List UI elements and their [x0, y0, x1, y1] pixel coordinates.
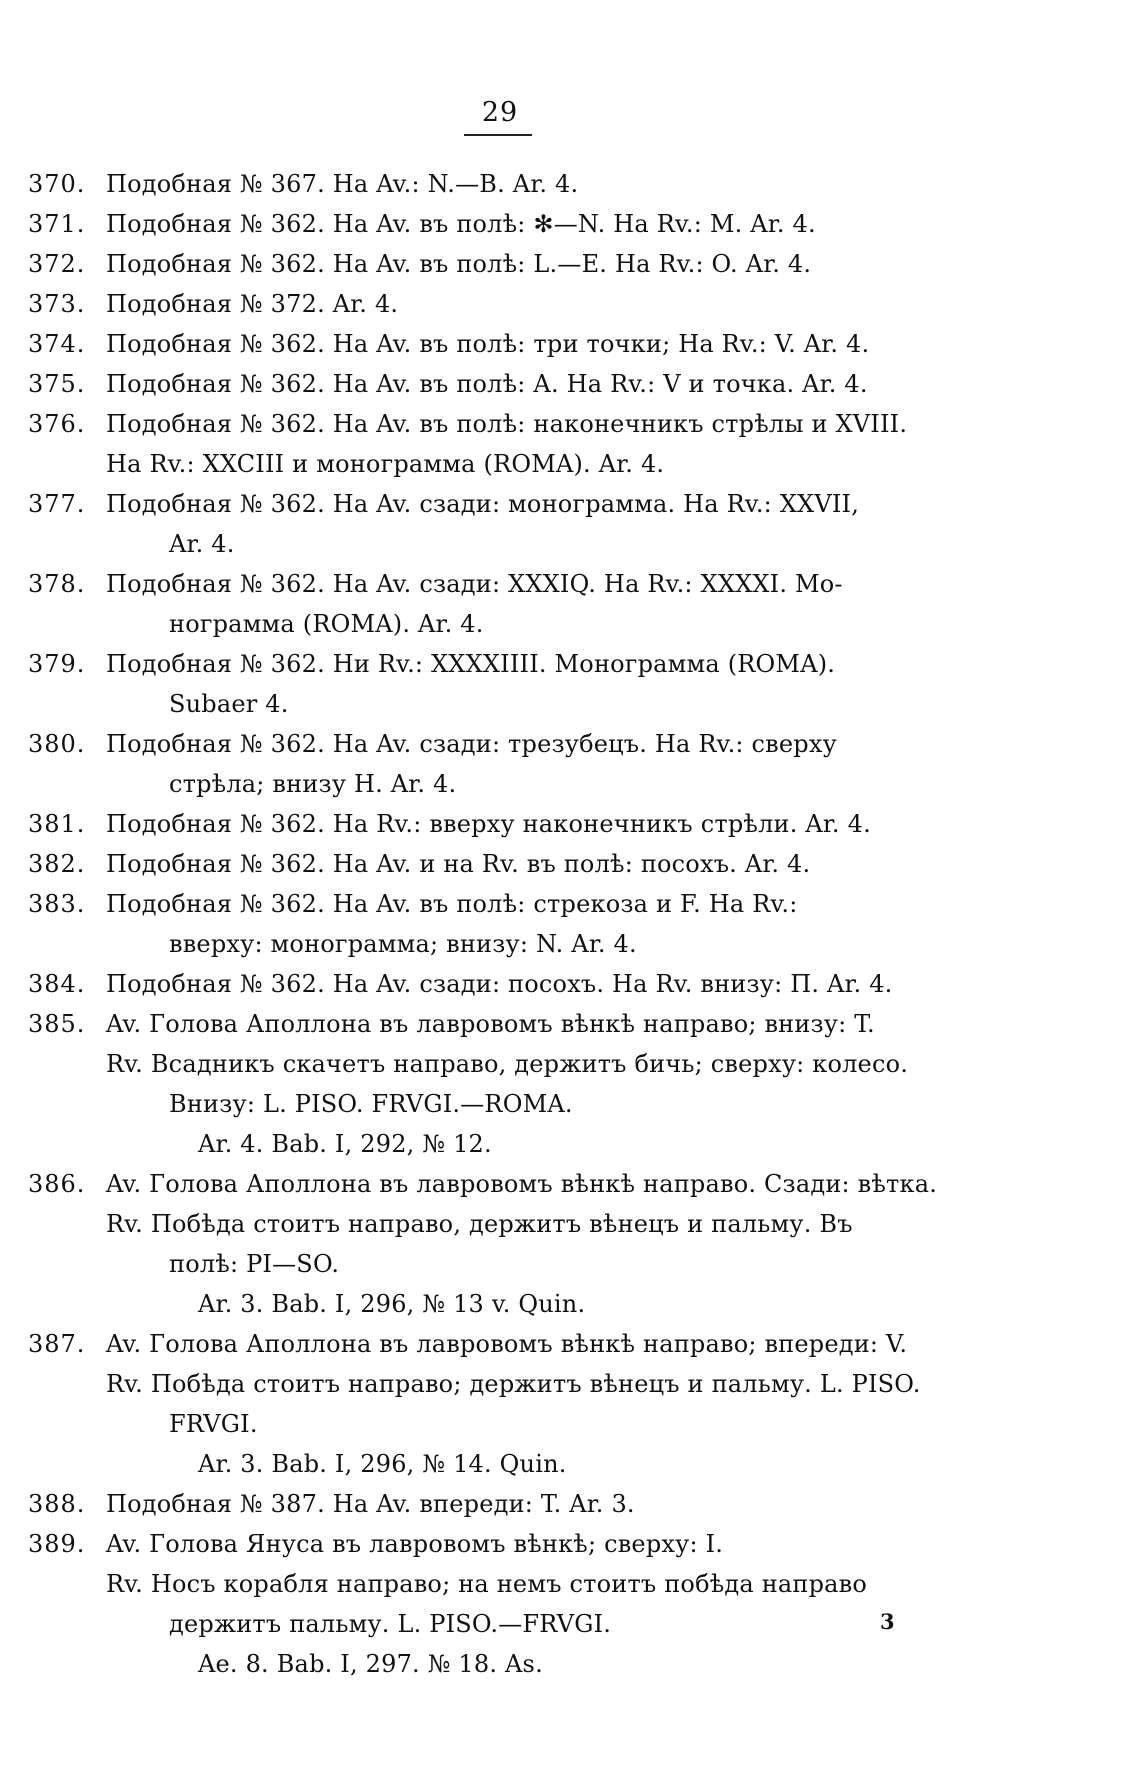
catalog-entry-line	[28, 1004, 978, 1044]
entry-text: держитъ пальму. L. PISO.—FRVGI.	[169, 1610, 612, 1638]
catalog-continuation-line	[28, 1364, 978, 1404]
entry-text: Подобная № 362. На Av. сзади: XXXIQ. На Rv.: XXXXI. Мо-	[106, 570, 843, 598]
entry-text: Av. Голова Аполлона въ лавровомъ вѣнкѣ направо; впереди: V.	[106, 1330, 908, 1358]
entry-number: 384.	[28, 970, 86, 998]
entry-text: нограмма (ROMA). Ar. 4.	[169, 610, 484, 638]
entry-number: 377.	[28, 490, 86, 518]
entry-text: Подобная № 362. На Av. въ полѣ: A. На Rv.: V и точка. Ar. 4.	[106, 370, 868, 398]
catalog-entry-line	[28, 644, 978, 684]
entry-text: Подобная № 362. На Rv.: вверху наконечникъ стрѣли. Ar. 4.	[106, 810, 871, 838]
entry-number: 371.	[28, 210, 86, 238]
entry-text: Ar. 4. Bab. I, 292, № 12.	[198, 1130, 492, 1158]
entry-text: Подобная № 362. На Av. въ полѣ: стрекоза и F. На Rv.:	[106, 890, 798, 918]
catalog-entry-line	[28, 564, 978, 604]
entry-text: Rv. Побѣда стоитъ направо; держитъ вѣнецъ и пальму. L. PISO.	[106, 1370, 921, 1398]
entry-text: Подобная № 362. На Av. въ полѣ: L.—E. На Rv.: O. Ar. 4.	[106, 250, 812, 278]
catalog-continuation-line	[28, 1204, 978, 1244]
catalog-entry-line	[28, 404, 978, 444]
page-number: 29	[481, 97, 519, 128]
entry-number: 388.	[28, 1490, 86, 1518]
entry-text: Подобная № 362. На Av. и на Rv. въ полѣ: посохъ. Ar. 4.	[106, 850, 811, 878]
entry-text: полѣ: PI—SO.	[169, 1250, 340, 1278]
catalog-entry-line	[28, 364, 978, 404]
catalog-continuation-line	[28, 1124, 978, 1164]
entry-text: Av. Голова Януса въ лавровомъ вѣнкѣ; сверху: I.	[106, 1530, 724, 1558]
entry-text: Подобная № 362. На Av. сзади: трезубецъ. На Rv.: сверху	[106, 730, 837, 758]
catalog-continuation-line	[28, 1284, 978, 1324]
catalog-continuation-line	[28, 1084, 978, 1124]
entry-number: 378.	[28, 570, 86, 598]
entry-text: Подобная № 362. Ни Rv.: XXXXIIII. Монограмма (ROMA).	[106, 650, 836, 678]
entry-number: 382.	[28, 850, 86, 878]
catalog-entry-line	[28, 884, 978, 924]
entry-text: Rv. Всадникъ скачетъ направо, держитъ бичь; сверху: колесо.	[106, 1050, 909, 1078]
entry-text: Ar. 3. Bab. I, 296, № 14. Quin.	[198, 1450, 567, 1478]
entry-number: 372.	[28, 250, 86, 278]
entry-number: 383.	[28, 890, 86, 918]
entry-number: 387.	[28, 1330, 86, 1358]
entry-text: Av. Голова Аполлона въ лавровомъ вѣнкѣ направо; внизу: T.	[106, 1010, 875, 1038]
catalog-continuation-line	[28, 524, 978, 564]
entry-number: 385.	[28, 1010, 86, 1038]
catalog-entries	[28, 164, 978, 1684]
catalog-continuation-line	[28, 924, 978, 964]
entry-text: Подобная № 362. На Av. сзади: посохъ. На Rv. внизу: П. Ar. 4.	[106, 970, 893, 998]
catalog-entry-line	[28, 164, 978, 204]
catalog-continuation-line	[28, 684, 978, 724]
catalog-continuation-line	[28, 444, 978, 484]
entry-text: Av. Голова Аполлона въ лавровомъ вѣнкѣ направо. Сзади: вѣтка.	[106, 1170, 938, 1198]
printer-signature-mark: 3	[880, 1609, 895, 1634]
entry-text: Подобная № 362. На Av. сзади: монограмма. На Rv.: XXVII,	[106, 490, 860, 518]
entry-text: FRVGI.	[169, 1410, 258, 1438]
entry-text: Внизу: L. PISO. FRVGI.—ROMA.	[169, 1090, 573, 1118]
entry-text: вверху: монограмма; внизу: N. Ar. 4.	[169, 930, 637, 958]
catalog-continuation-line	[28, 1604, 978, 1644]
catalog-entry-line	[28, 244, 978, 284]
entry-number: 379.	[28, 650, 86, 678]
catalog-entry-line	[28, 1484, 978, 1524]
entry-text: стрѣла; внизу H. Ar. 4.	[169, 770, 457, 798]
entry-number: 376.	[28, 410, 86, 438]
entry-text: На Rv.: XXCIII и монограмма (ROMA). Ar. 4.	[106, 450, 665, 478]
entry-text: Подобная № 372. Ar. 4.	[106, 290, 399, 318]
entry-number: 386.	[28, 1170, 86, 1198]
catalog-entry-line	[28, 1164, 978, 1204]
entry-number: 370.	[28, 170, 86, 198]
catalog-continuation-line	[28, 1444, 978, 1484]
entry-number: 389.	[28, 1530, 86, 1558]
entry-text: Ar. 3. Bab. I, 296, № 13 v. Quin.	[198, 1290, 586, 1318]
catalog-continuation-line	[28, 1244, 978, 1284]
entry-text: Подобная № 362. На Av. въ полѣ: ✻—N. На Rv.: M. Ar. 4.	[106, 210, 816, 238]
catalog-continuation-line	[28, 1644, 978, 1684]
catalog-entry-line	[28, 204, 978, 244]
catalog-entry-line	[28, 284, 978, 324]
entry-text: Подобная № 362. На Av. въ полѣ: три точки; На Rv.: V. Ar. 4.	[106, 330, 870, 358]
catalog-continuation-line	[28, 604, 978, 644]
entry-text: Подобная № 387. На Av. впереди: T. Ar. 3.	[106, 1490, 635, 1518]
catalog-entry-line	[28, 324, 978, 364]
entry-number: 380.	[28, 730, 86, 758]
entry-number: 373.	[28, 290, 86, 318]
catalog-entry-line	[28, 964, 978, 1004]
entry-text: Ae. 8. Bab. I, 297. № 18. As.	[198, 1650, 543, 1678]
entry-number: 375.	[28, 370, 86, 398]
catalog-continuation-line	[28, 1044, 978, 1084]
catalog-entry-line	[28, 724, 978, 764]
entry-text: Rv. Побѣда стоитъ направо, держитъ вѣнецъ и пальму. Въ	[106, 1210, 853, 1238]
page-number-rule	[464, 134, 532, 136]
entry-text: Subaer 4.	[169, 690, 289, 718]
catalog-continuation-line	[28, 764, 978, 804]
catalog-entry-line	[28, 1324, 978, 1364]
catalog-continuation-line	[28, 1404, 978, 1444]
entry-number: 381.	[28, 810, 86, 838]
entry-text: Rv. Носъ корабля направо; на немъ стоитъ побѣда направо	[106, 1570, 868, 1598]
entry-text: Ar. 4.	[169, 530, 235, 558]
entry-text: Подобная № 367. На Av.: N.—B. Ar. 4.	[106, 170, 579, 198]
catalog-entry-line	[28, 844, 978, 884]
catalog-entry-line	[28, 484, 978, 524]
catalog-entry-line	[28, 804, 978, 844]
catalog-continuation-line	[28, 1564, 978, 1604]
catalog-entry-line	[28, 1524, 978, 1564]
entry-text: Подобная № 362. На Av. въ полѣ: наконечникъ стрѣлы и XVIII.	[106, 410, 908, 438]
entry-number: 374.	[28, 330, 86, 358]
